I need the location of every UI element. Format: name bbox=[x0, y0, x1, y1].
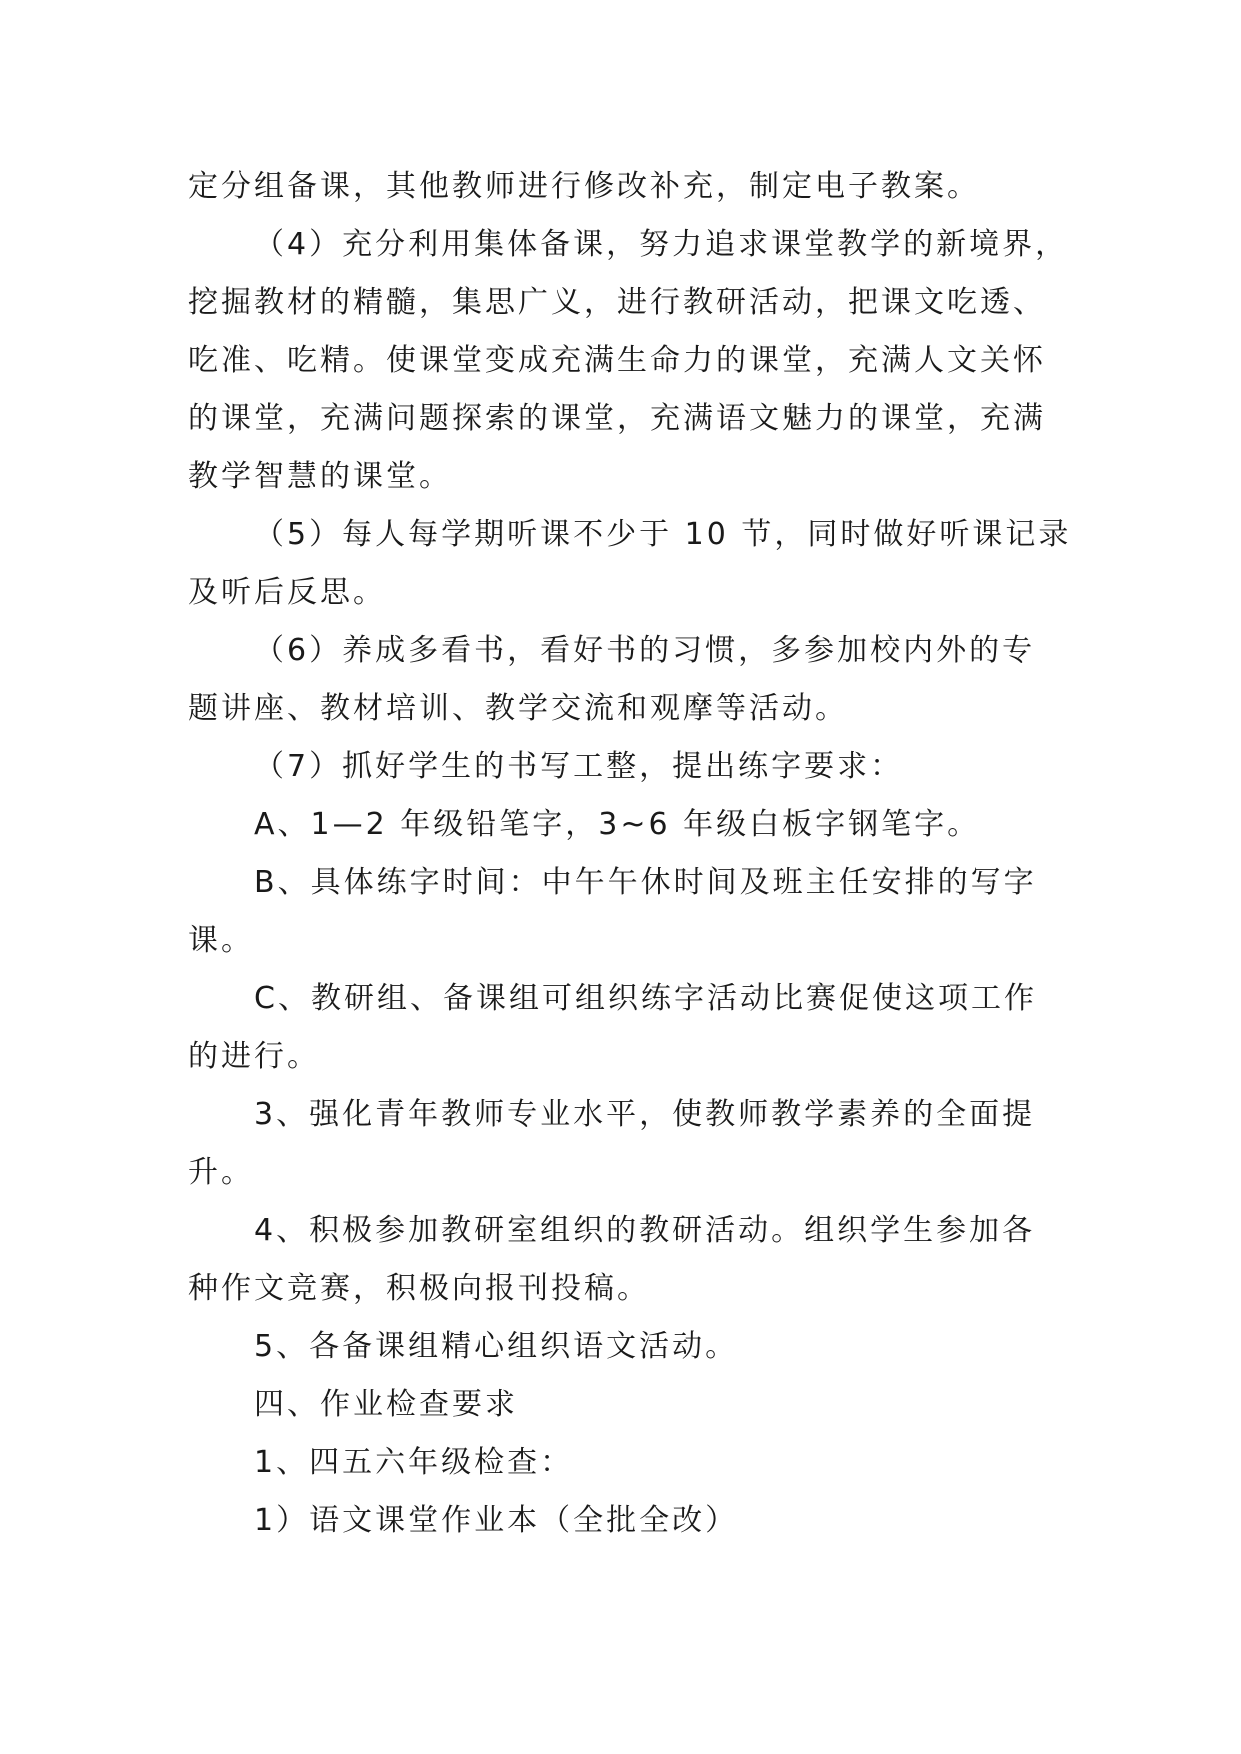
text-line: 1、四五六年级检查： bbox=[254, 1445, 574, 1480]
text-line: 题讲座、教材培训、教学交流和观摩等活动。 bbox=[188, 691, 848, 726]
text-line: （5）每人每学期听课不少于 10 节，同时做好听课记录 bbox=[254, 517, 1072, 552]
text-line: （6）养成多看书，看好书的习惯，多参加校内外的专 bbox=[254, 633, 1036, 668]
section-heading: 四、作业检查要求 bbox=[254, 1387, 518, 1422]
text-line: 的进行。 bbox=[188, 1039, 320, 1074]
text-line: 定分组备课，其他教师进行修改补充，制定电子教案。 bbox=[188, 169, 980, 204]
text-line: 课。 bbox=[188, 923, 254, 958]
text-line: 种作文竞赛，积极向报刊投稿。 bbox=[188, 1271, 650, 1306]
text-line: 教学智慧的课堂。 bbox=[188, 459, 452, 494]
text-line: 升。 bbox=[188, 1155, 254, 1190]
text-line: 及听后反思。 bbox=[188, 575, 386, 610]
text-line: 3、强化青年教师专业水平，使教师教学素养的全面提 bbox=[254, 1097, 1036, 1132]
text-line: A、1—2 年级铅笔字，3~6 年级白板字钢笔字。 bbox=[254, 807, 981, 842]
text-line: （7）抓好学生的书写工整，提出练字要求： bbox=[254, 749, 904, 784]
text-line: 4、积极参加教研室组织的教研活动。组织学生参加各 bbox=[254, 1213, 1036, 1248]
text-line: 1）语文课堂作业本（全批全改） bbox=[254, 1503, 739, 1538]
text-line: 挖掘教材的精髓，集思广义，进行教研活动，把课文吃透、 bbox=[188, 285, 1046, 320]
text-line: 吃准、吃精。使课堂变成充满生命力的课堂，充满人文关怀 bbox=[188, 343, 1046, 378]
text-line: 5、各备课组精心组织语文活动。 bbox=[254, 1329, 739, 1364]
text-line: B、具体练字时间：中午午休时间及班主任安排的写字 bbox=[254, 865, 1037, 900]
text-line: （4）充分利用集体备课，努力追求课堂教学的新境界， bbox=[254, 227, 1069, 262]
text-line: C、教研组、备课组可组织练字活动比赛促使这项工作 bbox=[254, 981, 1037, 1016]
document-body bbox=[188, 158, 1072, 1550]
text-line: 的课堂，充满问题探索的课堂，充满语文魅力的课堂，充满 bbox=[188, 401, 1046, 436]
